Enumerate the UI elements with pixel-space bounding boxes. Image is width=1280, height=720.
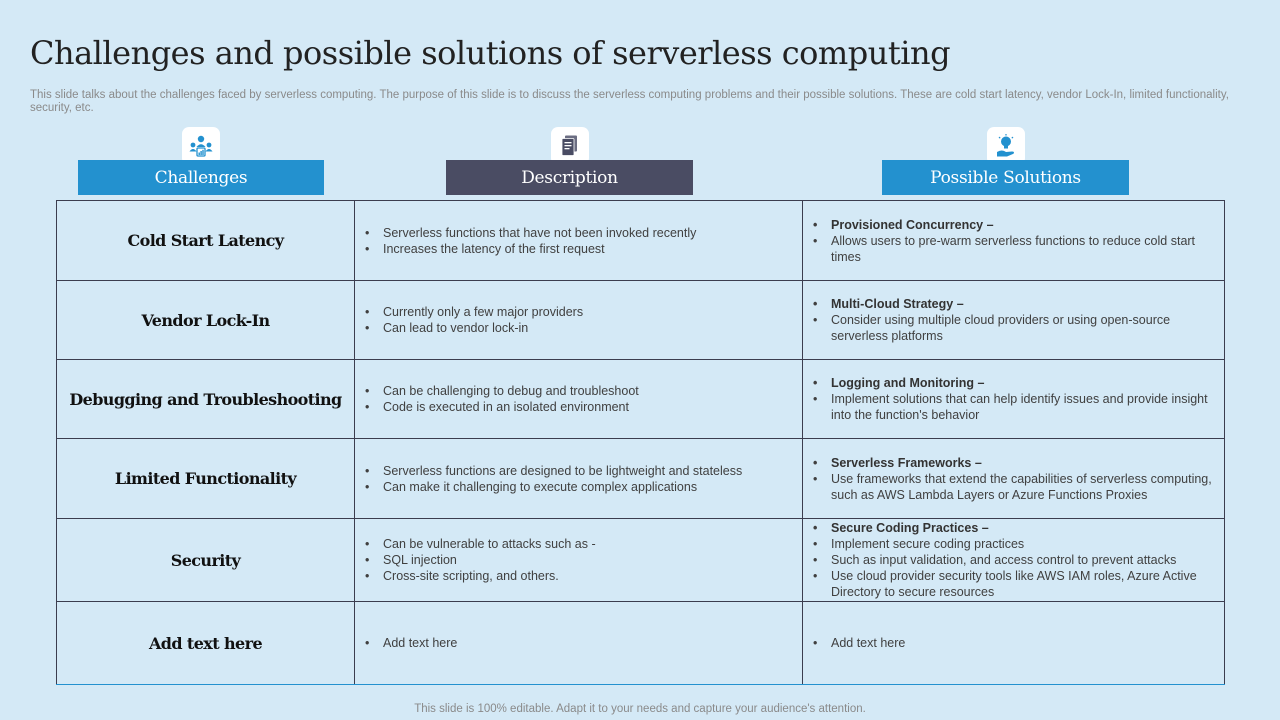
description-cell bbox=[355, 439, 803, 519]
description-list bbox=[365, 463, 794, 495]
description-list bbox=[365, 225, 794, 257]
description-list bbox=[365, 383, 794, 415]
solution-point: • Implement secure coding practices bbox=[813, 536, 1214, 552]
solution-point: • Add text here bbox=[813, 635, 1214, 651]
table-row bbox=[57, 519, 1225, 602]
description-list bbox=[365, 635, 794, 651]
description-cell bbox=[355, 602, 803, 685]
solution-list bbox=[813, 217, 1214, 265]
description-point: • Can lead to vendor lock-in bbox=[365, 320, 794, 336]
solution-point: • Allows users to pre-warm serverless functions to reduce cold start times bbox=[813, 233, 1214, 265]
description-point: • Cross-site scripting, and others. bbox=[365, 568, 794, 584]
solution-point: • Use cloud provider security tools like AWS IAM roles, Azure Active Directory to secure resources bbox=[813, 568, 1214, 600]
solution-list bbox=[813, 455, 1214, 503]
challenge-cell: Cold Start Latency bbox=[57, 201, 355, 281]
solution-point: • Use frameworks that extend the capabilities of serverless computing, such as AWS Lambda Layers or Azure Functions Proxies bbox=[813, 471, 1214, 503]
header-challenges: Challenges bbox=[78, 160, 324, 195]
table-row bbox=[57, 602, 1225, 685]
slide-subtitle: This slide talks about the challenges faced by serverless computing. The purpose of this slide is to discuss the serverless computing problems and their possible solutions. These are cold start latency, vendor Lock-In, limited functionality, security, etc. bbox=[30, 89, 1229, 114]
description-point: • Serverless functions are designed to be lightweight and stateless bbox=[365, 463, 794, 479]
solution-title: • Logging and Monitoring – bbox=[813, 375, 1214, 391]
description-cell bbox=[355, 519, 803, 602]
solution-title: • Serverless Frameworks – bbox=[813, 455, 1214, 471]
page-title: Challenges and possible solutions of serverless computing bbox=[30, 34, 951, 72]
description-point: • Currently only a few major providers bbox=[365, 304, 794, 320]
description-point: • Add text here bbox=[365, 635, 794, 651]
header-description: Description bbox=[446, 160, 693, 195]
solution-cell bbox=[803, 519, 1225, 602]
slide-footer: This slide is 100% editable. Adapt it to your needs and capture your audience's attention. bbox=[414, 703, 866, 715]
description-point: • Can make it challenging to execute complex applications bbox=[365, 479, 794, 495]
solution-list bbox=[813, 375, 1214, 423]
description-cell bbox=[355, 201, 803, 281]
solution-point: • Implement solutions that can help identify issues and provide insight into the function's behavior bbox=[813, 391, 1214, 423]
description-point: • Can be vulnerable to attacks such as - bbox=[365, 536, 794, 552]
table-row bbox=[57, 201, 1225, 281]
description-point: • Serverless functions that have not been invoked recently bbox=[365, 225, 794, 241]
challenge-cell: Add text here bbox=[57, 602, 355, 685]
solution-list bbox=[813, 520, 1214, 600]
description-point: • Can be challenging to debug and troubleshoot bbox=[365, 383, 794, 399]
solution-cell bbox=[803, 439, 1225, 519]
table-row bbox=[57, 281, 1225, 360]
solution-cell bbox=[803, 201, 1225, 281]
solution-title: • Multi-Cloud Strategy – bbox=[813, 296, 1214, 312]
solution-point: • Such as input validation, and access control to prevent attacks bbox=[813, 552, 1214, 568]
description-cell bbox=[355, 360, 803, 439]
header-possible-solutions: Possible Solutions bbox=[882, 160, 1129, 195]
solution-cell bbox=[803, 602, 1225, 685]
solution-title: • Provisioned Concurrency – bbox=[813, 217, 1214, 233]
table-row bbox=[57, 439, 1225, 519]
solution-title: • Secure Coding Practices – bbox=[813, 520, 1214, 536]
description-cell bbox=[355, 281, 803, 360]
challenges-table bbox=[56, 200, 1225, 685]
challenge-cell: Vendor Lock-In bbox=[57, 281, 355, 360]
solution-cell bbox=[803, 360, 1225, 439]
solution-list bbox=[813, 296, 1214, 344]
challenge-cell: Security bbox=[57, 519, 355, 602]
table-row bbox=[57, 360, 1225, 439]
solution-cell bbox=[803, 281, 1225, 360]
challenge-cell: Debugging and Troubleshooting bbox=[57, 360, 355, 439]
challenge-cell: Limited Functionality bbox=[57, 439, 355, 519]
description-list bbox=[365, 536, 794, 584]
solution-list bbox=[813, 635, 1214, 651]
challenges-table-body bbox=[57, 201, 1225, 685]
solution-point: • Consider using multiple cloud providers or using open-source serverless platforms bbox=[813, 312, 1214, 344]
description-point: • SQL injection bbox=[365, 552, 794, 568]
description-list bbox=[365, 304, 794, 336]
description-point: • Increases the latency of the first request bbox=[365, 241, 794, 257]
description-point: • Code is executed in an isolated environment bbox=[365, 399, 794, 415]
